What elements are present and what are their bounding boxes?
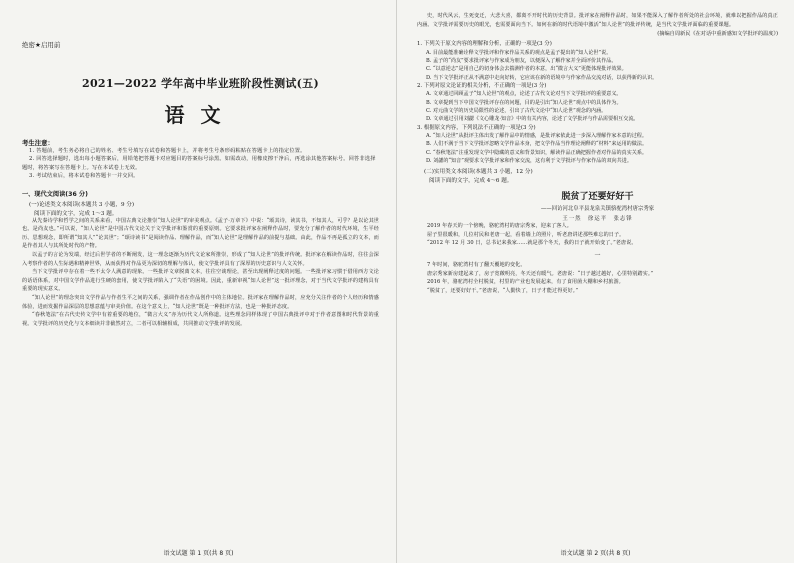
answer-option: A. 文章通过回顾孟子“知人论世”的观点，论述了古代文论对当下文学批评的重要意义。	[426, 91, 622, 98]
passage-paragraph: 以孟子的言论为发端，经过后世学者的不断阐发，这一理念逐渐为历代文论家所推崇，形成了“知人论世”的批评传统。批评家在解读作品时，往往会深入考察作者的人生际遇和精神世界，从而获得对作品更为深切的理解与体认，使文学批评具有了深厚的历史意识与人文关怀。	[22, 252, 379, 267]
section-heading: 一、现代文阅读(36 分)	[22, 190, 88, 198]
article-paragraph: “脱贫了，还要好好干。”老唐说，“人勤快了，日子才能过得更好。”	[427, 287, 579, 294]
question-stem: 2. 下列对原文论证的相关分析，不正确的一项是(3 分)	[417, 82, 547, 89]
passage-source: (摘编自周新民《在对话中重新感知文学批评的温度》)	[657, 31, 778, 38]
page-footer: 语文试题 第 2 页(共 8 页)	[560, 550, 631, 557]
article-authors: 王一然 徐运平 张志锋	[562, 216, 633, 223]
page-footer: 语文试题 第 1 页(共 8 页)	[163, 550, 234, 557]
notice-item: 3. 考试结束后，将本试卷和答题卡一并交回。	[29, 173, 139, 180]
article-subtitle: ——回访河北阜平县龙泉关镇骆驼湾村唐宗秀家	[540, 206, 655, 213]
notice-heading: 考生注意：	[22, 139, 54, 147]
exam-title: 2021—2022 学年高中毕业班阶段性测试(五)	[82, 77, 319, 90]
article-paragraph: 唐宗秀家新房建起来了，房子宽敞明亮，冬天还有暖气。老唐说：“日子越过越好，心里特别踏实。”	[427, 270, 654, 277]
exam-page-2	[397, 0, 794, 563]
notice-item: 2. 回答选择题时，选出每小题答案后，用铅笔把答题卡对应题目的答案标号涂黑。如需改动，用橡皮擦干净后，再选涂其他答案标号。回答非选择题时，将答案写在答题卡上。写在本试卷上无效。	[22, 156, 376, 171]
reading-instruction: 阅读下面的文字，完成 1～3 题。	[34, 210, 118, 217]
subject-title: 语文	[164, 103, 237, 127]
confidential-label: 绝密★启用前	[22, 41, 61, 49]
passage-paragraph: 史，时代风云，生死变迁，大悲大喜，都离不开时代的历史背景。批评家在阐释作品时，如果不能深入了解作者所处的社会环境，就难以把握作品的真正内涵。文学批评需要历史的眼光，也需要面向当下。如何在新的时代语境中激活“知人论世”的批评传统，是当代文学批评面临的重要课题。	[417, 13, 778, 28]
answer-option: A. “知人论世”从批评主体出发了解作品中的情感，是批评家依此进一步深入理解作家本意的过程。	[426, 133, 647, 140]
passage-paragraph: “知人论世”的理念突出文学作品与作者生平之间的关系，强调作者在作品创作中的主体地位。批评家在理解作品时，应充分关注作者的个人经历和情感体验，进而发掘作品深层的思想意蕴与审美价值。在这个意义上，“知人论世”既是一种批评方法，也是一种批评态度。	[22, 294, 379, 310]
answer-option: B. 人们不满于当下文学批评忽略文学作品本身，把文学作品当作理论阐释的“材料”来运用的做法。	[426, 141, 648, 148]
passage-paragraph: 当下文学批评中存在着一些不太令人满意的现象。一些批评文章脱离文本，往往空谈理论，甚至出现阐释过度的问题。一些批评家习惯于借用西方文论的话语体系，对中国文学作品进行生硬的套用，使文学批评陷入了“失语”的困境。因此，重新审视“知人论世”这一批评理念，对于当代文学批评的建构具有重要的现实意义。	[22, 269, 379, 293]
question-stem: 1. 下列关于原文内容的理解和分析，正确的一项是(3 分)	[417, 41, 552, 48]
section-numeral: 一	[594, 252, 601, 260]
notice-item: 1. 答题前，考生务必将自己的姓名、考生号填写在试卷和答题卡上，并将考生号条形码粘贴在答题卡上的指定位置。	[29, 148, 306, 154]
answer-option: C. “春秋笔法”注重发现文学中隐藏的意义和背景知识，解读作品正确把握作者对作品的真实关系。	[426, 149, 648, 156]
question-stem: 3. 根据原文内容，下列说法不正确的一项是(3 分)	[417, 124, 536, 131]
notice-list	[22, 147, 379, 181]
article-paragraph: 2016 年，骆驼湾村全村脱贫，村里的产业也发展起来，有了食用菌大棚和乡村旅游。	[427, 279, 624, 286]
answer-option: D. 文章通过引用刘勰《文心雕龙·知音》中的有关内容，论述了文学批评与作品需要相互交流。	[426, 116, 639, 123]
article-paragraph: 2019 年春天的一个傍晚，骆驼湾村的唐宗秀家，迎来了客人。	[427, 223, 572, 230]
article-paragraph: 屋子里很暖和，几位村民和老唐一起，看着墙上的照片，听老唐讲述那些难忘的日子。	[427, 231, 625, 238]
article-title: 脱贫了还要好好干	[561, 192, 634, 203]
reading-instruction: 阅读下面的文字，完成 4～6 题。	[429, 178, 513, 185]
answer-option: C. “以意逆志”是用自己的切身体会去揣测作者的本意，出“微言大义”更能体现批评效果。	[426, 66, 627, 73]
answer-option: C. 对元曲文学的历史局限性的论述，引出了古代文论中“知人论世”观念的内涵。	[426, 107, 607, 114]
answer-option: D. 当下文学批评正从不满意中走向好转，它应该在新的语境中与作家作品交流对话，以获得新的认识。	[426, 74, 658, 81]
passage-paragraph: 从先秦诗学和哲学之间的关系来看，中国古典文论推崇“知人论世”的审美观点。《孟子·万章下》中说：“颂其诗，读其书，不知其人，可乎？是以论其世也。是尚友也。”可以说，“知人论世”是中国古代文论关于文学批评和鉴赏的重要原则。它要求批评家在阐释作品时，要充分了解作者的时代环境，生平经历、思想观念，即所谓“知其人”“论其世”；“颂诗读书”是阅读作品、理解作品，而“知人论世”是理解作品的前提与基础。由此，作品不再是孤立的文本，而是作者其人与其所处时代的产物。	[22, 217, 379, 250]
subsection-heading: (一)论述类文本阅读(本题共 3 小题，9 分)	[29, 201, 135, 208]
subsection-heading: (二)实用类文本阅读(本题共 3 小题，12 分)	[424, 169, 533, 176]
article-paragraph: “2012 年 12 月 30 日，总书记来我家……就是那个冬天，我的日子就开始变了。”老唐说。	[427, 240, 637, 247]
article-paragraph: 7 年时间，骆驼湾村有了翻天覆地的变化。	[427, 262, 526, 269]
answer-option: A. 目前最能准确诠释文学批评和作家作品关系的观点是孟子提出的“知人论世”说。	[426, 49, 612, 56]
passage-paragraph: “春秋笔法”在古代史传文学中有着重要的地位，“微言大义”亦为历代文人所称道。这些理念同样体现了中国古典批评中对于作者意图和时代背景的重视。文学批评的历史化与文本细读并非截然对立，二者可以相辅相成，共同推动文学批评的发展。	[22, 312, 379, 327]
answer-option: B. 文章提到当下中国文学批评存在的问题，目的是引出“知人论世”观点中的具体作为。	[426, 99, 622, 106]
answer-option: D. 刘勰的“知音”观要求文学批评家和作家交流，这有利于文学批评与作家作品的双向共进。	[426, 157, 632, 164]
answer-option: B. 孟子的“尚友”要求批评家与作家成为朋友，以便深入了解作家并全面评价其作品。	[426, 57, 617, 64]
